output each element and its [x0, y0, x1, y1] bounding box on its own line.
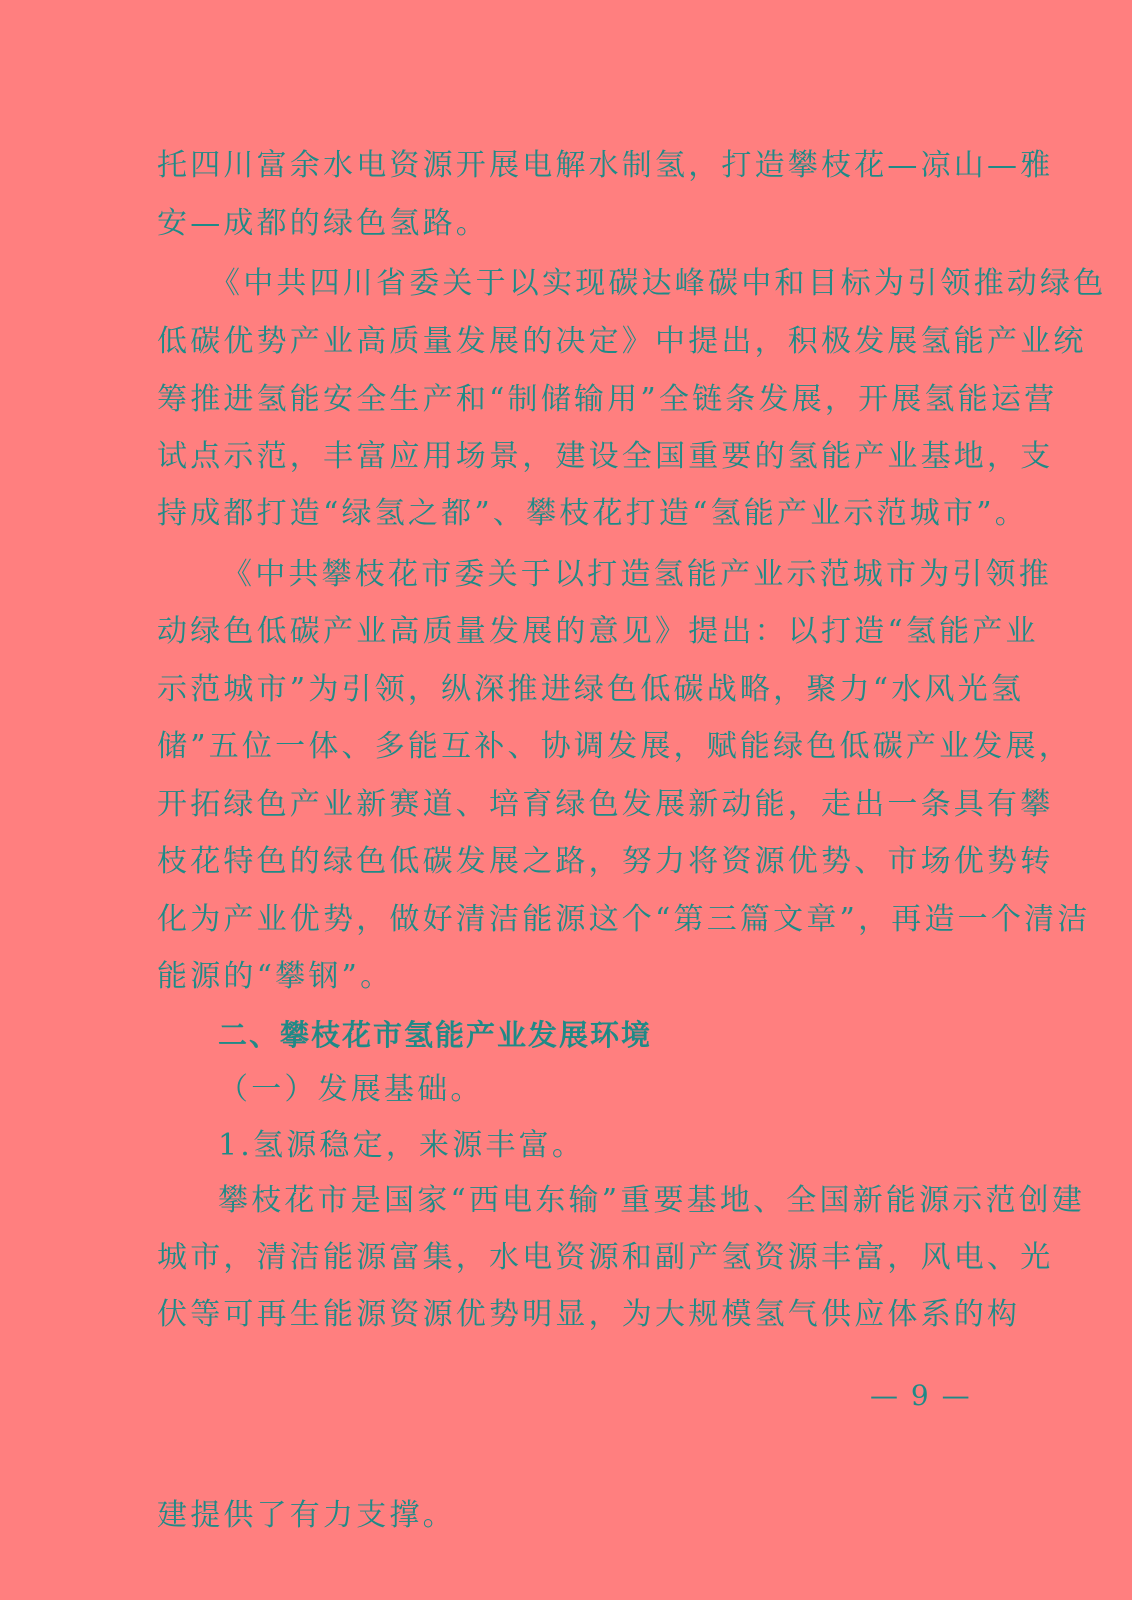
paragraph-line: 筹推进氢能安全生产和“制储输用”全链条发展，开展氢能运营 [157, 382, 1058, 417]
paragraph-line: 储”五位一体、多能互补、协调发展，赋能绿色低碳产业发展， [157, 729, 1072, 764]
page-number: — 9 — [870, 1379, 972, 1412]
paragraph-line: 伏等可再生能源资源优势明显，为大规模氢气供应体系的构 [157, 1297, 1021, 1332]
paragraph-line: 示范城市”为引领，纵深推进绿色低碳战略，聚力“水风光氢 [157, 672, 1025, 707]
paragraph-line: 能源的“攀钢”。 [157, 959, 394, 994]
paragraph-line: 城市，清洁能源富集，水电资源和副产氢资源丰富，风电、光 [157, 1240, 1054, 1275]
paragraph-line: 动绿色低碳产业高质量发展的意见》提出：以打造“氢能产业 [157, 614, 1039, 649]
paragraph-line: 化为产业优势，做好清洁能源这个“第三篇文章”，再造一个清洁 [157, 902, 1091, 937]
section-heading: 二、攀枝花市氢能产业发展环境 [218, 1018, 653, 1052]
subsection-heading: （一）发展基础。 [218, 1072, 484, 1107]
paragraph-line: 低碳优势产业高质量发展的决定》中提出，积极发展氢能产业统 [157, 324, 1087, 359]
paragraph-line: 攀枝花市是国家“西电东输”重要基地、全国新能源示范创建 [218, 1183, 1086, 1218]
paragraph-line: 安—成都的绿色氢路。 [157, 206, 489, 241]
paragraph-line: 托四川富余水电资源开展电解水制氢，打造攀枝花—凉山—雅 [157, 148, 1054, 183]
paragraph-line: 开拓绿色产业新赛道、培育绿色发展新动能，走出一条具有攀 [157, 787, 1054, 822]
paragraph-line: 枝花特色的绿色低碳发展之路，努力将资源优势、市场优势转 [157, 844, 1054, 879]
paragraph-line: 《中共四川省委关于以实现碳达峰碳中和目标为引领推动绿色 [210, 266, 1107, 301]
paragraph-line: 持成都打造“绿氢之都”、攀枝花打造“氢能产业示范城市”。 [157, 496, 1028, 531]
paragraph-line: 《中共攀枝花市委关于以打造氢能产业示范城市为引领推 [222, 557, 1052, 592]
subsection-heading: 1.氢源稳定，来源丰富。 [218, 1128, 586, 1163]
paragraph-line: 试点示范，丰富应用场景，建设全国重要的氢能产业基地，支 [157, 439, 1054, 474]
paragraph-line: 建提供了有力支撑。 [157, 1498, 456, 1533]
